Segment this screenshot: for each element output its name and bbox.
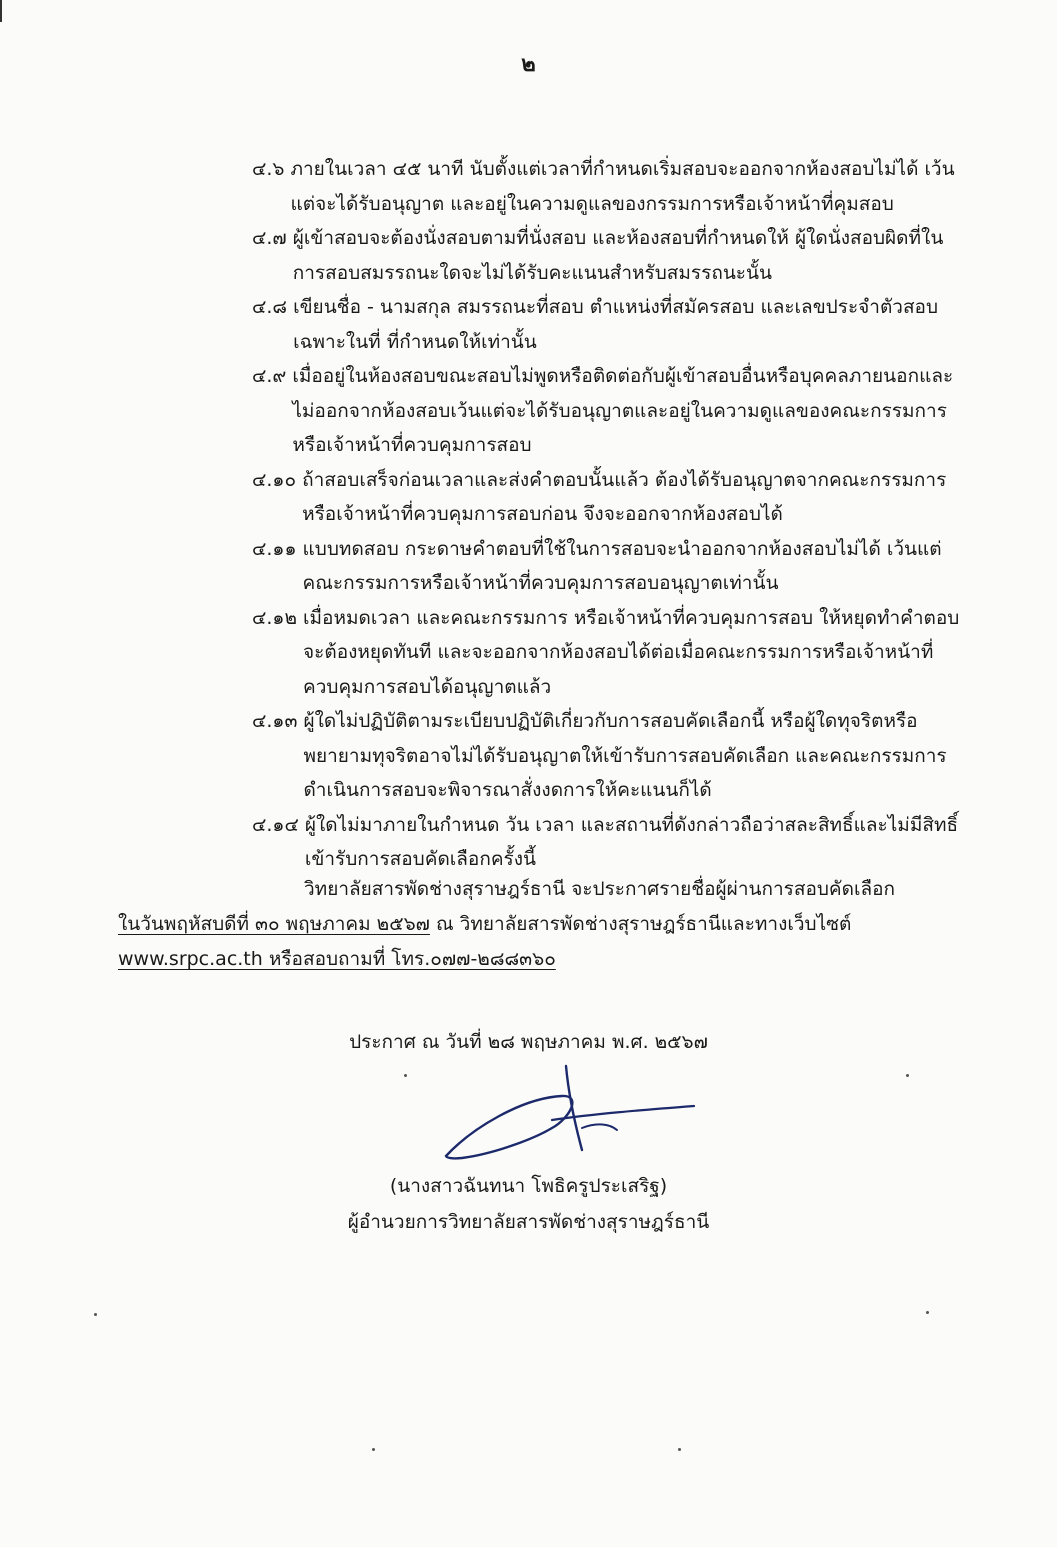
announcement-contact: www.srpc.ac.th หรือสอบถามที่ โทร.๐๗๗-๒๘๘๓๖๐ — [118, 948, 556, 970]
scan-speck — [404, 1074, 407, 1077]
signer-name: (นางสาวฉันทนา โพธิครูประเสริฐ) — [389, 1175, 668, 1197]
rule-text: เมื่ออยู่ในห้องสอบขณะสอบไม่พูดหรือติดต่อกับผู้เข้าสอบอื่นหรือบุคคลภายนอกและไม่ออกจากห้องสอบเว้นแต่จะได้รับอนุญาตและอยู่ในความดูแลของคณะกรรมการ หรือเจ้าหน้าที่ควบคุมการสอบ — [292, 365, 954, 456]
rule-text: ผู้ใดไม่ปฏิบัติตามระเบียบปฏิบัติเกี่ยวกับการสอบคัดเลือกนี้ หรือผู้ใดทุจริตหรือพยายามทุจริตอาจไม่ได้รับอนุญาตให้เข้ารับการสอบคัดเลือก และคณะกรรมการดำเนินการสอบจะพิจารณาสั่งงดการให้คะแนนก็ได้ — [303, 710, 947, 801]
announcement-venue: ณ วิทยาลัยสารพัดช่างสุราษฎร์ธานีและทางเว็บไซต์ — [429, 913, 852, 935]
rule-item — [252, 808, 964, 877]
announcement-line-1: วิทยาลัยสารพัดช่างสุราษฎร์ธานี จะประกาศรายชื่อผู้ผ่านการสอบคัดเลือก — [304, 878, 896, 900]
rule-number: ๔.๑๒ — [252, 606, 298, 629]
signer-block — [0, 1168, 1057, 1240]
announcement-date: ในวันพฤหัสบดีที่ ๓๐ พฤษภาคม ๒๕๖๗ — [118, 913, 430, 935]
rule-item — [252, 290, 964, 359]
rule-number: ๔.๗ — [252, 227, 287, 249]
scan-speck — [906, 1074, 909, 1077]
rule-item — [252, 359, 964, 463]
scan-speck — [678, 1448, 681, 1451]
rule-item — [252, 221, 964, 290]
rule-text: ภายในเวลา ๔๕ นาที นับตั้งแต่เวลาที่กำหนดเริ่มสอบจะออกจากห้องสอบไม่ได้ เว้นแต่จะได้รับอนุญาต และอยู่ในความดูแลของกรรมการหรือเจ้าหน้าที่คุมสอบ — [290, 158, 955, 215]
rules-list — [252, 152, 964, 877]
signer-position: ผู้อำนวยการวิทยาลัยสารพัดช่างสุราษฎร์ธานี — [347, 1211, 710, 1233]
rule-item — [252, 152, 964, 221]
rule-item — [252, 704, 964, 808]
rule-item — [252, 601, 964, 705]
rule-text: ผู้เข้าสอบจะต้องนั่งสอบตามที่นั่งสอบ และห้องสอบที่กำหนดให้ ผู้ใดนั่งสอบผิดที่ในการสอบสมรรถนะใดจะไม่ได้รับคะแนนสำหรับสมรรถนะนั้น — [292, 227, 944, 284]
announcement-line-3 — [118, 942, 964, 977]
announcement-date-line: ประกาศ ณ วันที่ ๒๘ พฤษภาคม พ.ศ. ๒๕๖๗ — [349, 1031, 708, 1053]
rule-number: ๔.๑๔ — [252, 813, 299, 836]
rule-text: แบบทดสอบ กระดาษคำตอบที่ใช้ในการสอบจะนำออกจากห้องสอบไม่ได้ เว้นแต่คณะกรรมการหรือเจ้าหน้าที่ควบคุมการสอบอนุญาตเท่านั้น — [302, 537, 942, 594]
rule-text: เมื่อหมดเวลา และคณะกรรมการ หรือเจ้าหน้าที่ควบคุมการสอบ ให้หยุดทำคำตอบจะต้องหยุดทันที และจะออกจากห้องสอบได้ต่อเมื่อคณะกรรมการหรือเจ้าหน้าที่ควบคุมการสอบได้อนุญาตแล้ว — [303, 606, 960, 698]
signature-image — [432, 1058, 712, 1168]
scan-speck — [372, 1448, 375, 1451]
rule-number: ๔.๑๓ — [252, 710, 298, 732]
rule-number: ๔.๑๐ — [252, 468, 297, 491]
page-number: ๒ — [521, 52, 536, 77]
rule-item — [252, 463, 964, 532]
scan-speck — [926, 1311, 929, 1314]
rule-text: เขียนชื่อ - นามสกุล สมรรถนะที่สอบ ตำแหน่งที่สมัครสอบ และเลขประจำตัวสอบเฉพาะในที่ ที่กำหนดให้เท่านั้น — [293, 296, 939, 353]
page-corner-mark — [0, 0, 8, 22]
rule-text: ผู้ใดไม่มาภายในกำหนด วัน เวลา และสถานที่ดังกล่าวถือว่าสละสิทธิ์และไม่มีสิทธิ์เข้ารับการสอบคัดเลือกครั้งนี้ — [304, 813, 959, 870]
rule-number: ๔.๑๑ — [252, 537, 297, 560]
rule-text: ถ้าสอบเสร็จก่อนเวลาและส่งคำตอบนั้นแล้ว ต้องได้รับอนุญาตจากคณะกรรมการหรือเจ้าหน้าที่ควบคุมการสอบก่อน จึงจะออกจากห้องสอบได้ — [302, 468, 947, 525]
announcement-line-2 — [118, 907, 964, 942]
rule-number: ๔.๙ — [252, 365, 287, 387]
scan-speck — [94, 1313, 97, 1316]
rule-item — [252, 532, 964, 601]
rule-number: ๔.๖ — [252, 158, 285, 180]
announcement-paragraph — [118, 872, 964, 977]
rule-number: ๔.๘ — [252, 296, 288, 318]
